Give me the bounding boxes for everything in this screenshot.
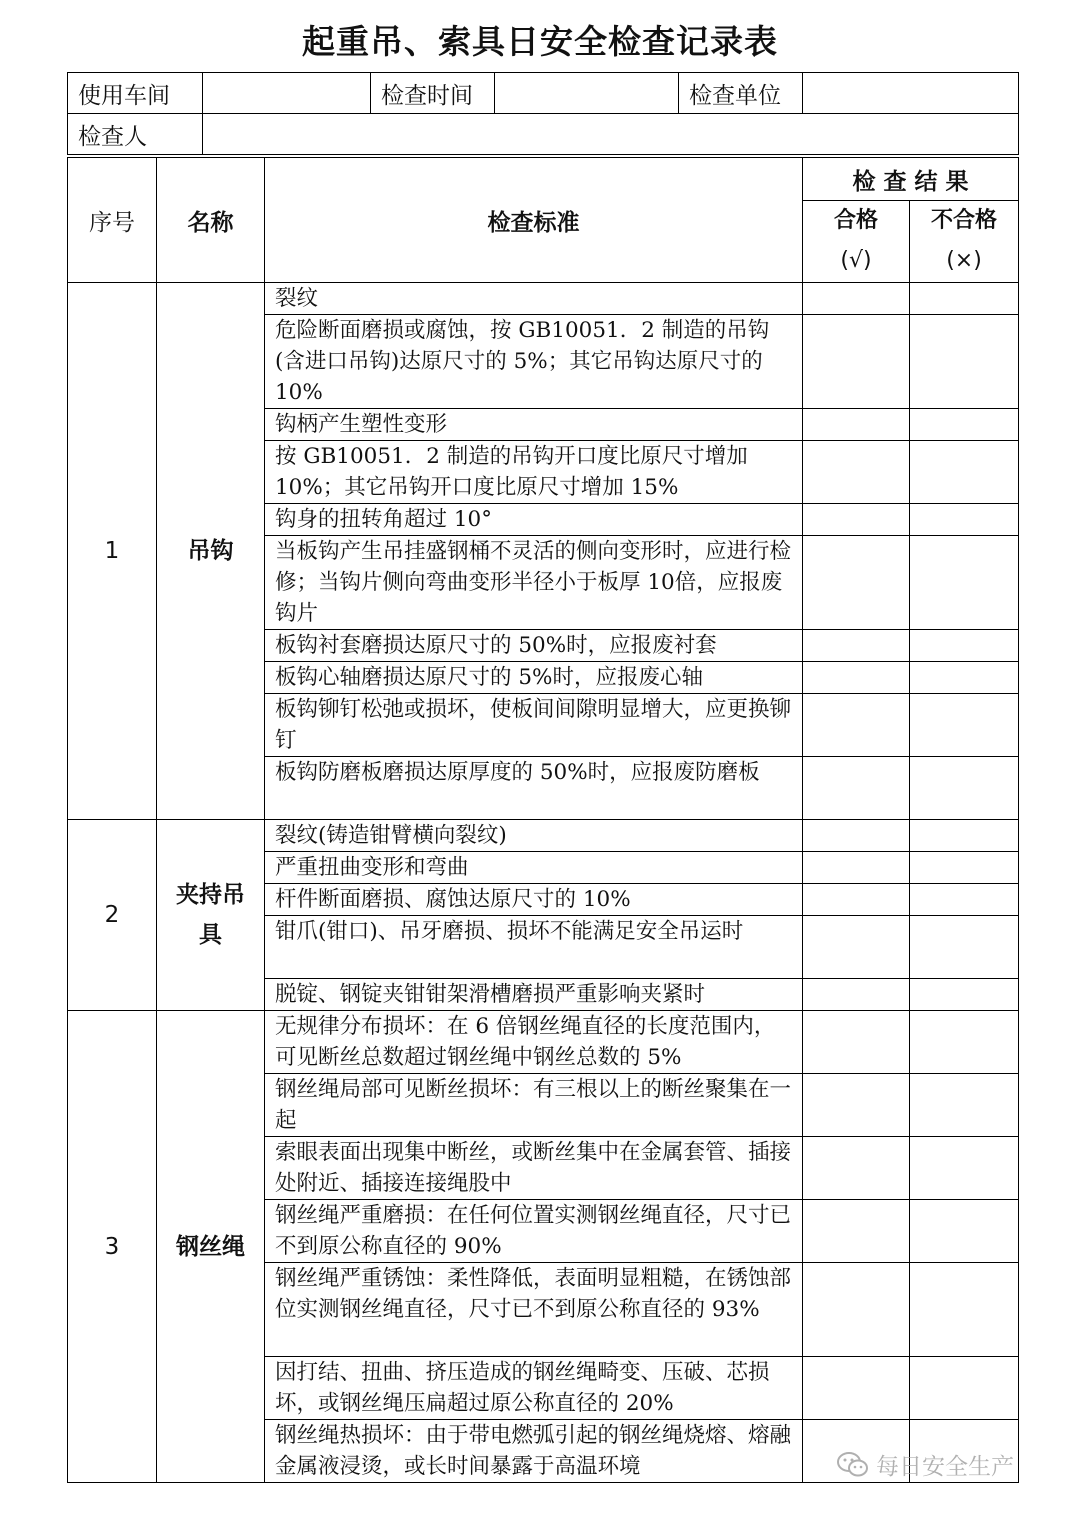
criterion-text: 钩柄产生塑性变形 (265, 409, 803, 441)
pass-cell[interactable] (803, 1357, 910, 1420)
fail-cell[interactable] (910, 536, 1019, 630)
pass-cell[interactable] (803, 1011, 910, 1074)
pass-cell[interactable] (803, 694, 910, 757)
group-name: 钢丝绳 (157, 1011, 265, 1483)
fail-cell[interactable] (910, 852, 1019, 884)
criterion-text: 钢丝绳局部可见断丝损坏：有三根以上的断丝聚集在一起 (265, 1074, 803, 1137)
pass-cell[interactable] (803, 916, 910, 979)
fail-cell[interactable] (910, 1357, 1019, 1420)
group-seq: 3 (68, 1011, 157, 1483)
fail-cell[interactable] (910, 409, 1019, 441)
criterion-text: 钢丝绳热损坏：由于带电燃弧引起的钢丝绳烧熔、熔融金属液浸烫，或长时间暴露于高温环境 (265, 1420, 803, 1483)
fail-cell[interactable] (910, 1074, 1019, 1137)
page-title: 起重吊、索具日安全检查记录表 (302, 22, 778, 61)
criterion-text: 钳爪(钳口)、吊牙磨损、损坏不能满足安全吊运时 (265, 916, 803, 979)
fail-cell[interactable] (910, 662, 1019, 694)
pass-cell[interactable] (803, 630, 910, 662)
inspector-field[interactable] (203, 114, 1019, 155)
inspector-label: 检查人 (68, 114, 203, 155)
table-row (68, 283, 1019, 315)
time-field[interactable] (495, 73, 679, 114)
group-seq: 1 (68, 283, 157, 820)
pass-cell[interactable] (803, 315, 910, 409)
pass-cell[interactable] (803, 283, 910, 315)
fail-cell[interactable] (910, 630, 1019, 662)
pass-cell[interactable] (803, 536, 910, 630)
header-result: 检 查 结 果 (803, 158, 1019, 201)
time-label: 检查时间 (371, 73, 495, 114)
fail-cell[interactable] (910, 916, 1019, 979)
header-pass-label: 合格 (833, 208, 878, 233)
criterion-text: 严重扭曲变形和弯曲 (265, 852, 803, 884)
header-name: 名称 (157, 158, 265, 283)
info-table (67, 72, 1019, 155)
fail-cell[interactable] (910, 694, 1019, 757)
unit-field[interactable] (803, 73, 1019, 114)
fail-cell[interactable] (910, 757, 1019, 820)
criterion-text: 当板钩产生吊挂盛钢桶不灵活的侧向变形时，应进行检修；当钩片侧向弯曲变形半径小于板厚 10倍，应报废钩片 (265, 536, 803, 630)
criterion-text: 按 GB10051．2 制造的吊钩开口度比原尺寸增加10%；其它吊钩开口度比原尺寸增加 15% (265, 441, 803, 504)
pass-cell[interactable] (803, 852, 910, 884)
pass-cell[interactable] (803, 662, 910, 694)
criterion-text: 钩身的扭转角超过 10° (265, 504, 803, 536)
criterion-text: 因打结、扭曲、挤压造成的钢丝绳畸变、压破、芯损坏，或钢丝绳压扁超过原公称直径的 20% (265, 1357, 803, 1420)
watermark (836, 1448, 1014, 1481)
criterion-text: 板钩防磨板磨损达原厚度的 50%时，应报废防磨板 (265, 757, 803, 820)
inspection-table (67, 157, 1019, 1483)
watermark-text: 每日安全生产 (876, 1454, 1014, 1480)
fail-cell[interactable] (910, 979, 1019, 1011)
pass-cell[interactable] (803, 409, 910, 441)
fail-cell[interactable] (910, 315, 1019, 409)
criterion-text: 危险断面磨损或腐蚀，按 GB10051．2 制造的吊钩(含进口吊钩)达原尺寸的 5%；其它吊钩达原尺寸的 10% (265, 315, 803, 409)
workshop-field[interactable] (203, 73, 371, 114)
workshop-label: 使用车间 (68, 73, 203, 114)
header-pass (803, 201, 910, 283)
criterion-text: 钢丝绳严重磨损：在任何位置实测钢丝绳直径，尺寸已不到原公称直径的 90% (265, 1200, 803, 1263)
criterion-text: 索眼表面出现集中断丝，或断丝集中在金属套管、插接处附近、插接连接绳股中 (265, 1137, 803, 1200)
pass-cell[interactable] (803, 979, 910, 1011)
criterion-text: 杆件断面磨损、腐蚀达原尺寸的 10% (265, 884, 803, 916)
fail-cell[interactable] (910, 441, 1019, 504)
criterion-text: 钢丝绳严重锈蚀：柔性降低，表面明显粗糙，在锈蚀部位实测钢丝绳直径，尺寸已不到原公称直径的 93% (265, 1263, 803, 1357)
table-row (68, 1011, 1019, 1074)
header-standard: 检查标准 (265, 158, 803, 283)
criterion-text: 无规律分布损坏：在 6 倍钢丝绳直径的长度范围内，可见断丝总数超过钢丝绳中钢丝总数的 5% (265, 1011, 803, 1074)
header-fail-symbol: (×) (946, 248, 982, 273)
unit-label: 检查单位 (679, 73, 803, 114)
group-name: 吊钩 (157, 283, 265, 820)
criterion-text: 板钩铆钉松弛或损坏，使板间间隙明显增大，应更换铆钉 (265, 694, 803, 757)
criterion-text: 板钩衬套磨损达原尺寸的 50%时，应报废衬套 (265, 630, 803, 662)
header-fail (910, 201, 1019, 283)
fail-cell[interactable] (910, 1200, 1019, 1263)
pass-cell[interactable] (803, 820, 910, 852)
criterion-text: 板钩心轴磨损达原尺寸的 5%时，应报废心轴 (265, 662, 803, 694)
fail-cell[interactable] (910, 1137, 1019, 1200)
group-seq: 2 (68, 820, 157, 1011)
pass-cell[interactable] (803, 1137, 910, 1200)
fail-cell[interactable] (910, 1263, 1019, 1357)
fail-cell[interactable] (910, 820, 1019, 852)
fail-cell[interactable] (910, 504, 1019, 536)
fail-cell[interactable] (910, 1011, 1019, 1074)
pass-cell[interactable] (803, 1263, 910, 1357)
pass-cell[interactable] (803, 757, 910, 820)
pass-cell[interactable] (803, 441, 910, 504)
fail-cell[interactable] (910, 283, 1019, 315)
pass-cell[interactable] (803, 884, 910, 916)
table-row (68, 820, 1019, 852)
header-pass-symbol: (√) (840, 248, 872, 273)
pass-cell[interactable] (803, 504, 910, 536)
fail-cell[interactable] (910, 884, 1019, 916)
group-name: 夹持吊具 (157, 820, 265, 1011)
header-seq: 序号 (68, 158, 157, 283)
criterion-text: 裂纹(铸造钳臂横向裂纹) (265, 820, 803, 852)
pass-cell[interactable] (803, 1200, 910, 1263)
inspection-body (68, 283, 1019, 1483)
pass-cell[interactable] (803, 1074, 910, 1137)
criterion-text: 裂纹 (265, 283, 803, 315)
header-fail-label: 不合格 (930, 208, 997, 233)
wechat-icon (836, 1451, 870, 1479)
criterion-text: 脱锭、钢锭夹钳钳架滑槽磨损严重影响夹紧时 (265, 979, 803, 1011)
